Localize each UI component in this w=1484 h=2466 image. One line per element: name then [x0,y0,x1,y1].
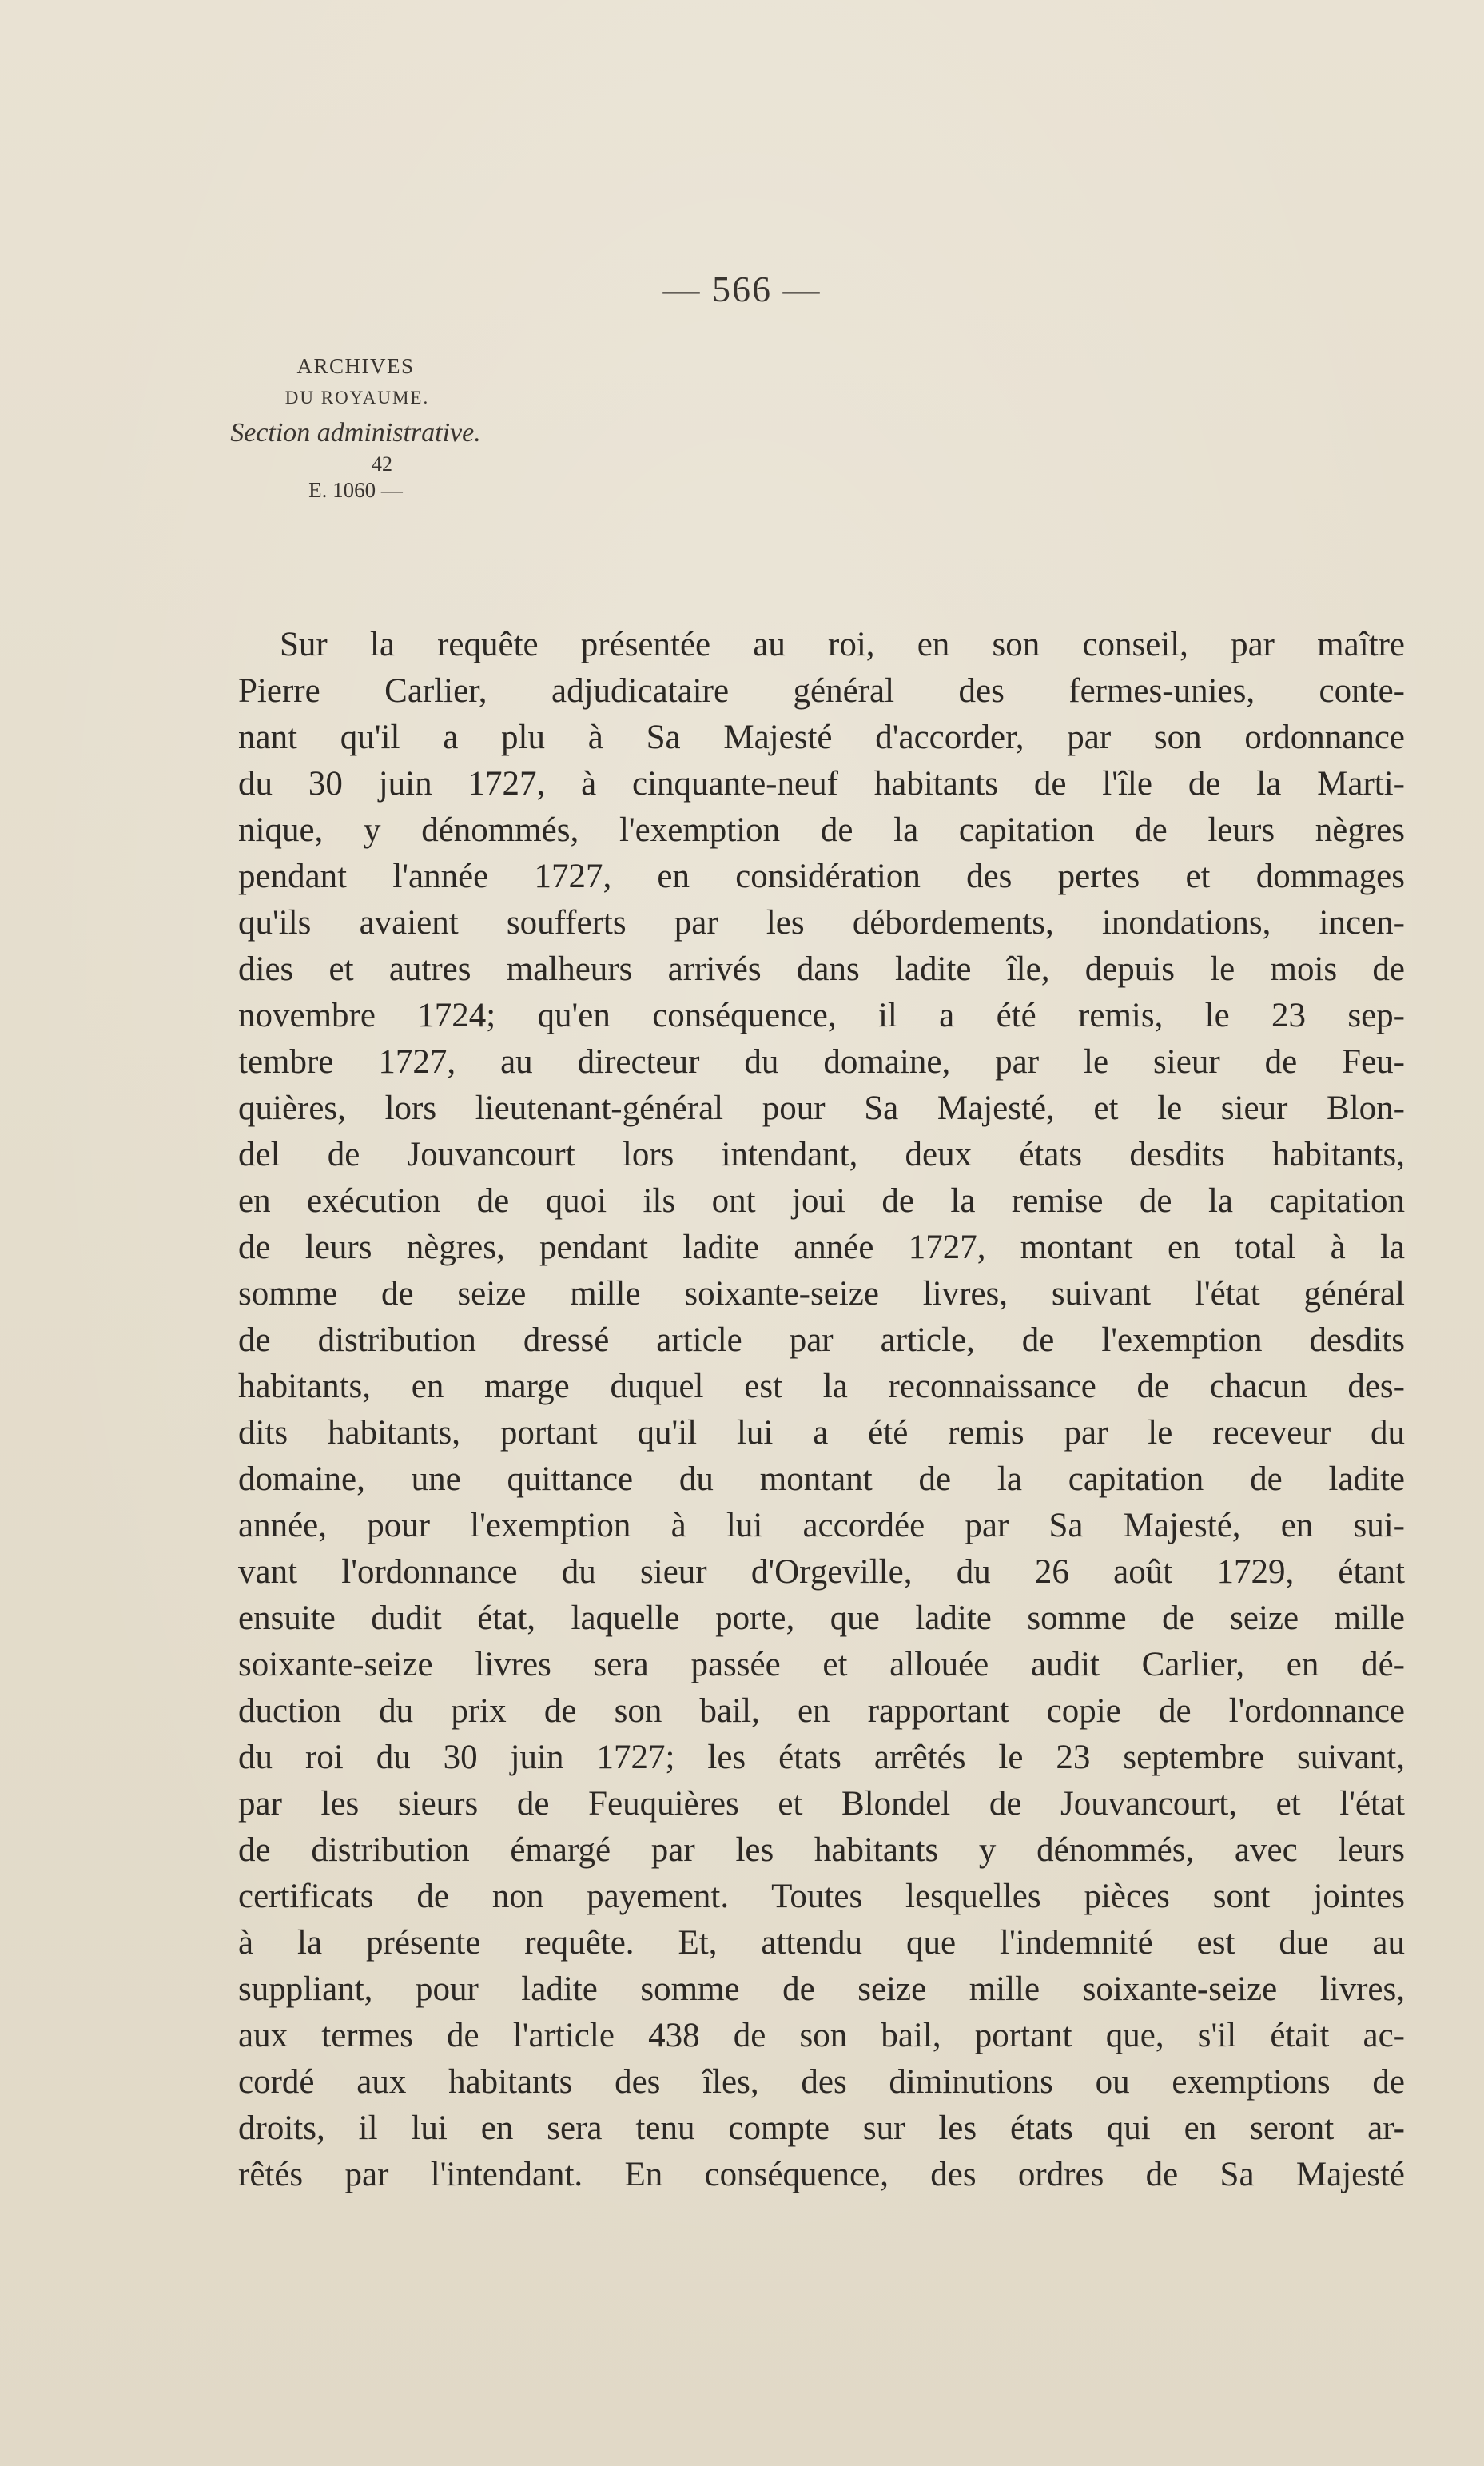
text-line: quières, lors lieutenant-général pour Sa Majesté, et le sieur Blon- [238,1090,1405,1127]
text-line: Pierre Carlier, adjudicataire général des fermes-unies, conte- [238,672,1405,710]
text-line: duction du prix de son bail, en rapportant copie de l'ordonnance [238,1692,1405,1730]
text-line: nique, y dénommés, l'exemption de la capitation de leurs nègres [238,811,1405,849]
text-line: novembre 1724; qu'en conséquence, il a été remis, le 23 sep- [238,997,1405,1034]
text-line: domaine, une quittance du montant de la capitation de ladite [238,1460,1405,1498]
text-line: Sur la requête présentée au roi, en son conseil, par maître [280,626,1405,663]
text-line: du roi du 30 juin 1727; les états arrêtés le 23 septembre suivant, [238,1739,1405,1776]
text-line: somme de seize mille soixante-seize livres, suivant l'état général [238,1275,1405,1313]
archive-name: ARCHIVES [296,354,415,378]
text-line: en exécution de quoi ils ont joui de la remise de la capitation [238,1182,1405,1220]
archive-section: Section administrative. [230,418,481,448]
text-line: nant qu'il a plu à Sa Majesté d'accorder, par son ordonnance [238,719,1405,756]
text-line: soixante-seize livres sera passée et allouée audit Carlier, en dé- [238,1646,1405,1683]
text-line: ensuite dudit état, laquelle porte, que ladite somme de seize mille [238,1600,1405,1637]
text-line: certificats de non payement. Toutes lesquelles pièces sont jointes [238,1878,1405,1915]
archive-subname: DU ROYAUME. [284,388,430,408]
text-line: par les sieurs de Feuquières et Blondel de Jouvancourt, et l'état [238,1785,1405,1823]
body-text [238,622,1405,2198]
margin-note [230,352,527,502]
text-line: qu'ils avaient soufferts par les débordements, inondations, incen- [238,904,1405,942]
text-line: droits, il lui en sera tenu compte sur les états qui en seront ar- [238,2109,1405,2147]
text-line: dits habitants, portant qu'il lui a été remis par le receveur du [238,1414,1405,1452]
text-line: del de Jouvancourt lors intendant, deux états desdits habitants, [238,1136,1405,1173]
archive-reference: E. 1060 — [308,478,403,502]
text-line: habitants, en marge duquel est la reconnaissance de chacun des- [238,1368,1405,1405]
text-line: dies et autres malheurs arrivés dans ladite île, depuis le mois de [238,950,1405,988]
archive-number: 42 [372,452,392,476]
text-line: du 30 juin 1727, à cinquante-neuf habitants de l'île de la Marti- [238,765,1405,803]
text-line: année, pour l'exemption à lui accordée par Sa Majesté, en sui- [238,1507,1405,1544]
text-line: rêtés par l'intendant. En conséquence, des ordres de Sa Majesté [238,2156,1405,2193]
text-line: de leurs nègres, pendant ladite année 1727, montant en total à la [238,1229,1405,1266]
text-line: suppliant, pour ladite somme de seize mille soixante-seize livres, [238,1970,1405,2008]
text-line: à la présente requête. Et, attendu que l'indemnité est due au [238,1924,1405,1962]
text-line: de distribution émargé par les habitants y dénommés, avec leurs [238,1831,1405,1869]
text-line: aux termes de l'article 438 de son bail, portant que, s'il était ac- [238,2017,1405,2054]
text-line: vant l'ordonnance du sieur d'Orgeville, du 26 août 1729, étant [238,1553,1405,1591]
text-line: pendant l'année 1727, en considération des pertes et dommages [238,858,1405,895]
text-line: cordé aux habitants des îles, des diminutions ou exemptions de [238,2063,1405,2101]
text-line: tembre 1727, au directeur du domaine, par le sieur de Feu- [238,1043,1405,1081]
text-line: de distribution dressé article par article, de l'exemption desdits [238,1321,1405,1359]
page-number: — 566 — [662,269,822,309]
